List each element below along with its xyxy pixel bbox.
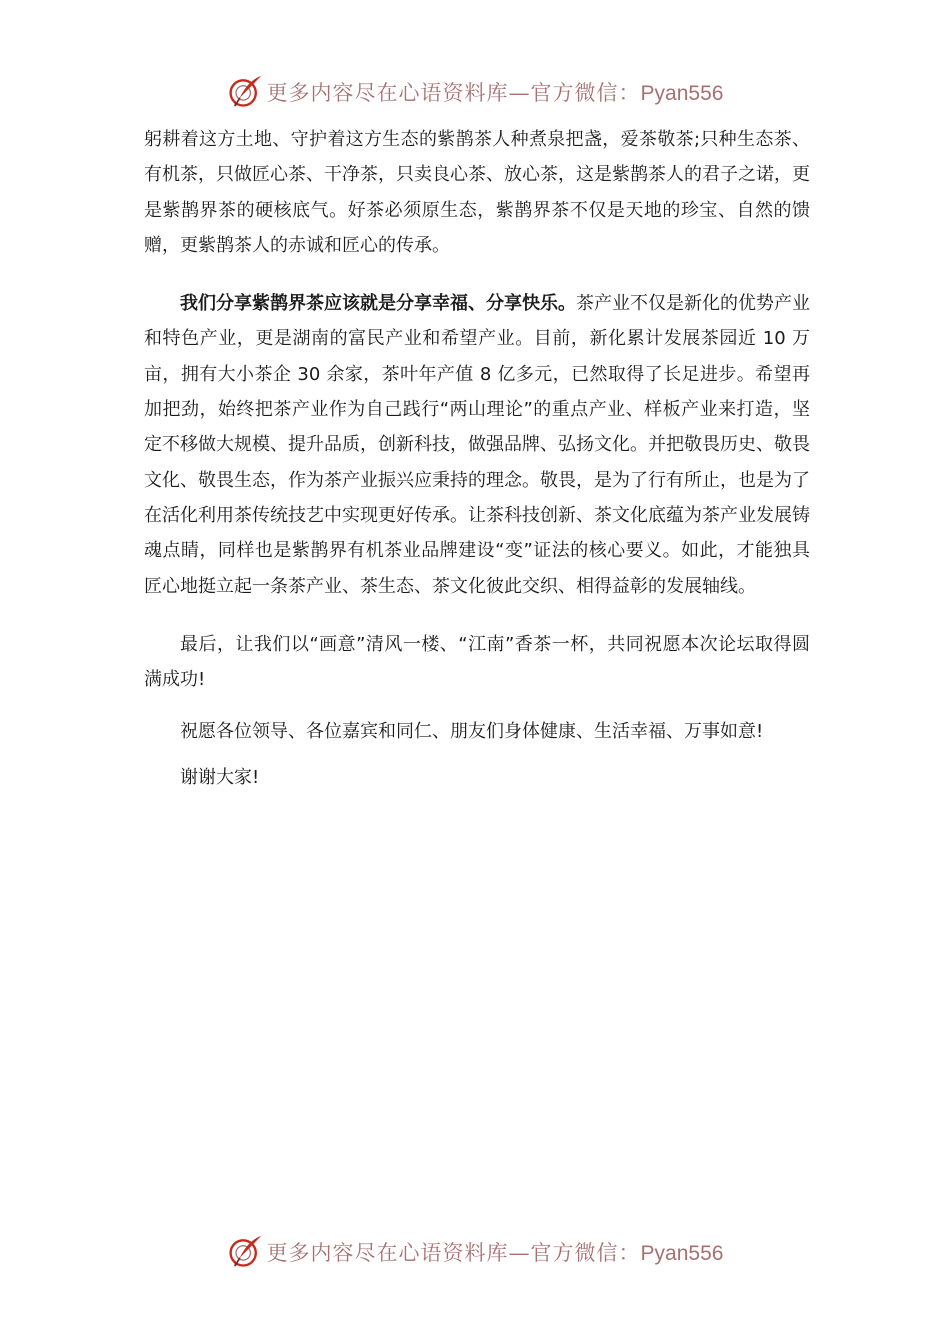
paragraph-3: 最后，让我们以“画意”清风一楼、“江南”香茶一杯，共同祝愿本次论坛取得圆满成功! xyxy=(144,633,810,691)
banner-text: 更多内容尽在心语资料库—官方微信：Pyan556 xyxy=(266,81,724,105)
document-body xyxy=(144,122,810,795)
header-banner xyxy=(0,70,950,114)
paragraph-1: 躬耕着这方土地、守护着这方生态的紫鹊茶人种煮泉把盏，爱茶敬茶;只种生态茶、有机茶，只做匠心茶、干净茶，只卖良心茶、放心茶，这是紫鹊茶人的君子之诺，更是紫鹊界茶的硬核底气。好茶必须原生态，紫鹊界茶不仅是天地的珍宝、自然的馈赠，更紫鹊茶人的赤诚和匠心的传承。 xyxy=(144,129,810,256)
footer-banner xyxy=(0,1230,950,1274)
paragraph-2 xyxy=(144,286,810,604)
banner-brand: Pyan556 xyxy=(640,1242,724,1265)
paragraph-5: 谢谢大家! xyxy=(180,766,260,788)
banner-brand: Pyan556 xyxy=(640,82,724,105)
paragraph-2-text: 茶产业不仅是新化的优势产业和特色产业，更是湖南的富民产业和希望产业。目前，新化累计发展茶园近 10 万亩，拥有大小茶企 30 余家，茶叶年产值 8 亿多元，已然取得了长足进步。希望再加把劲，始终把茶产业作为自己践行“两山理论”的重点产业、样板产业来打造，坚定不移做大规模、提升品质，创新科技，做强品牌、弘扬文化。并把敬畏历史、敬畏文化、敬畏生态，作为茶产业振兴应秉持的理念。敬畏，是为了行有所止，也是为了在活化利用茶传统技艺中实现更好传承。让茶科技创新、茶文化底蕴为茶产业发展铸魂点睛，同样也是紫鹊界有机茶业品牌建设“变”证法的核心要义。如此，才能独具匠心地挺立起一条茶产业、茶生态、茶文化彼此交织、相得益彰的发展轴线。 xyxy=(144,293,810,597)
paragraph-2-lead: 我们分享紫鹊界茶应该就是分享幸福、分享快乐。 xyxy=(180,293,576,315)
paragraph-4: 祝愿各位领导、各位嘉宾和同仁、朋友们身体健康、生活幸福、万事如意! xyxy=(180,721,764,743)
quill-pen-logo-icon xyxy=(227,74,263,110)
banner-text: 更多内容尽在心语资料库—官方微信：Pyan556 xyxy=(266,1241,724,1265)
quill-pen-logo-icon xyxy=(227,1234,263,1270)
